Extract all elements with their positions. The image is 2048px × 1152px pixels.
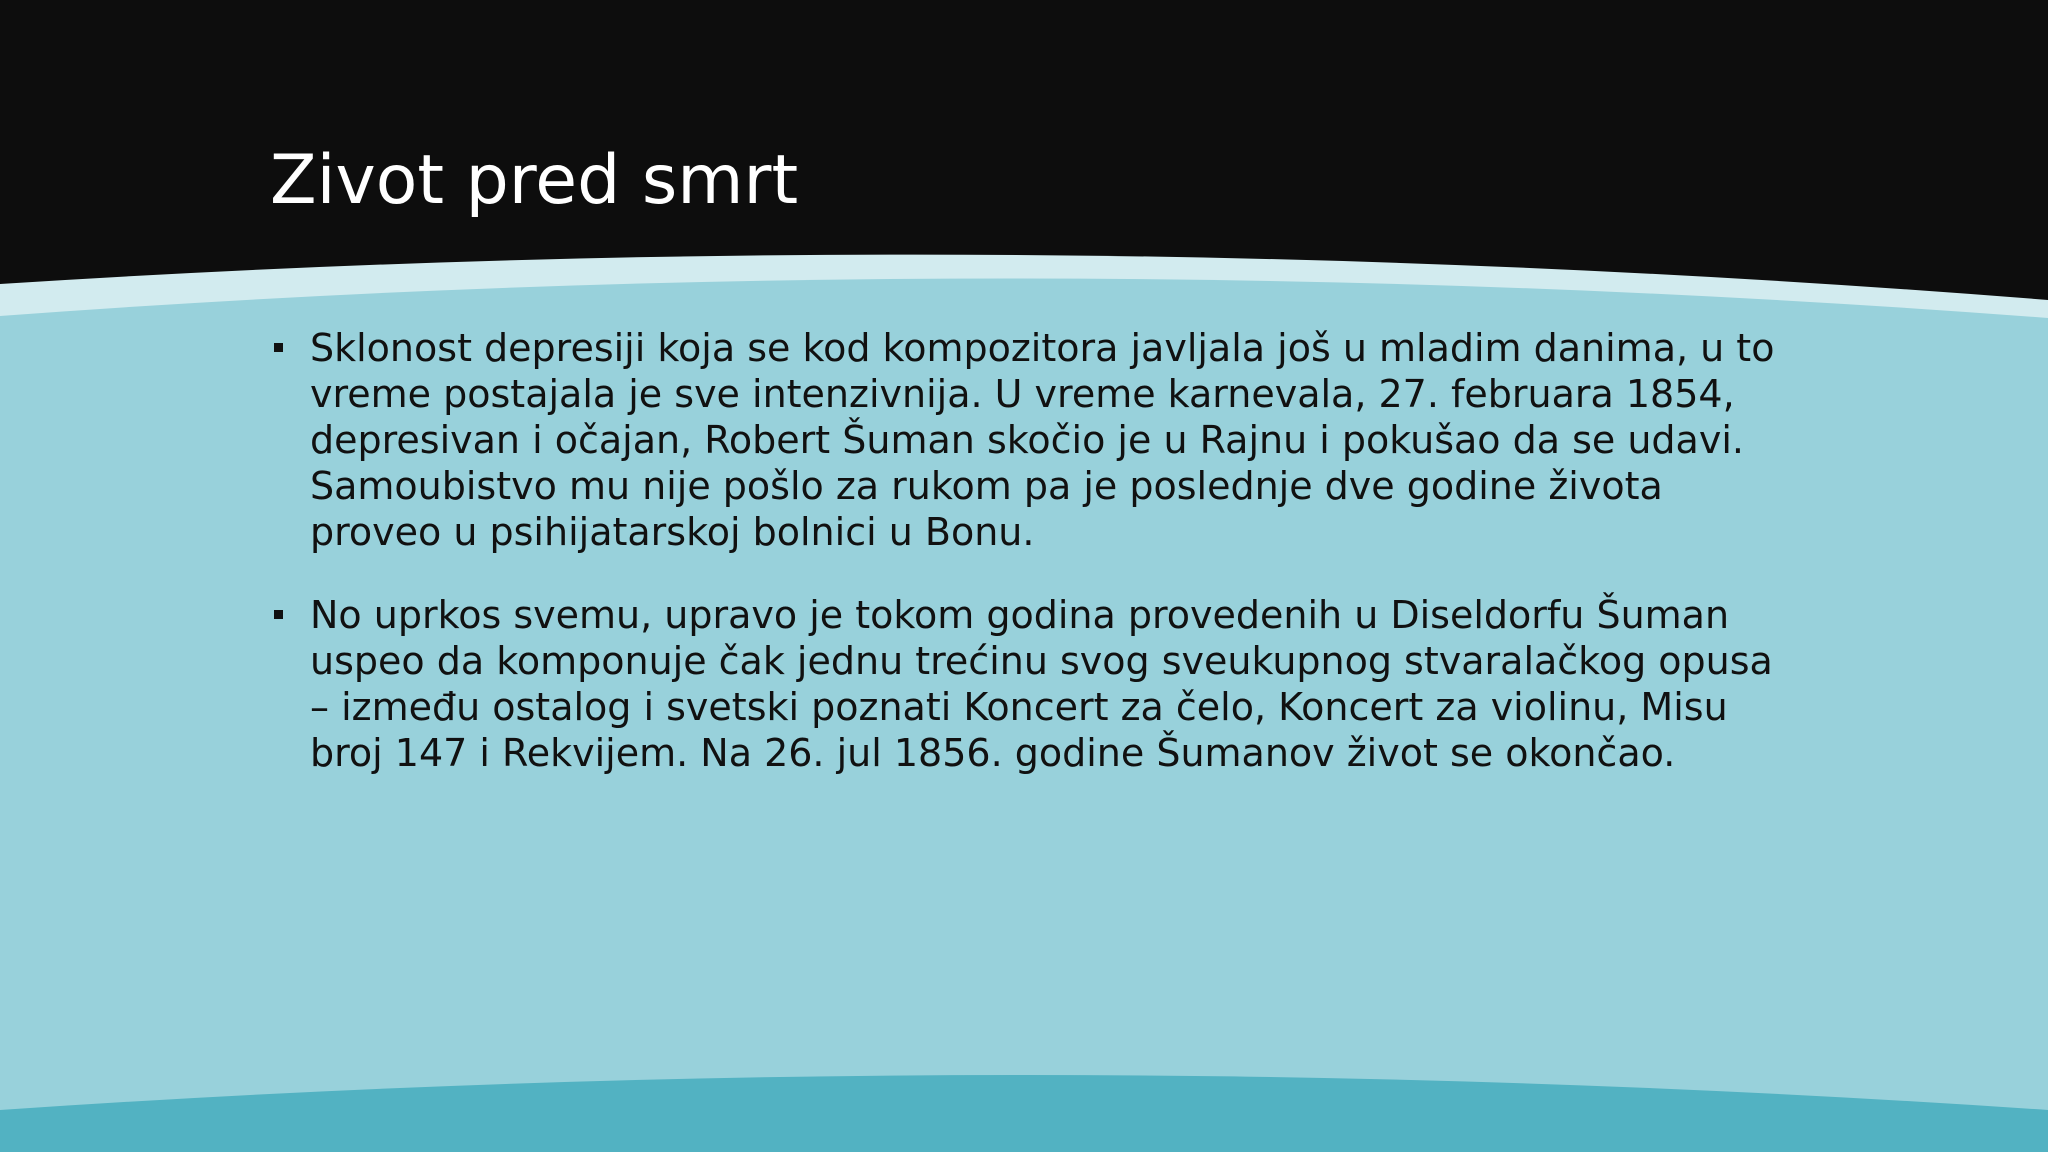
square-bullet-icon: [274, 610, 283, 619]
slide-title: Zivot pred smrt: [270, 141, 799, 220]
bullet-text: Sklonost depresiji koja se kod kompozitora javljala još u mladim danima, u to vreme postajala je sve intenzivnija. U vreme karnevala, 27. februara 1854, depresivan i očajan, Robert Šuman skočio je u Rajnu i pokušao da se udavi. Samoubistvo mu nije pošlo za rukom pa je poslednje dve godine života proveo u psihijatarskoj bolnici u Bonu.: [310, 326, 1775, 554]
bullet-list: [270, 325, 1790, 813]
bullet-item: [270, 325, 1790, 555]
bullet-item: [270, 592, 1790, 776]
bullet-text: No uprkos svemu, upravo je tokom godina provedenih u Diseldorfu Šuman uspeo da komponuje čak jednu trećinu svog sveukupnog stvaralačkog opusa – između ostalog i svetski poznati Koncert za čelo, Koncert za violinu, Misu broj 147 i Rekvijem. Na 26. jul 1856. godine Šumanov život se okončao.: [310, 593, 1773, 775]
square-bullet-icon: [274, 343, 283, 352]
